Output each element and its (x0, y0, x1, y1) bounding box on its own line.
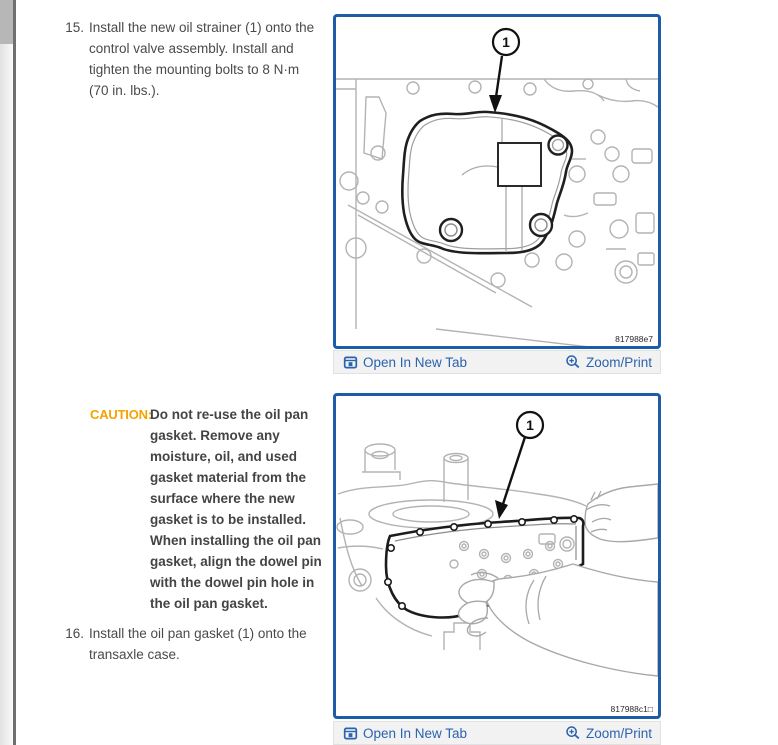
step-number: 16. (65, 626, 84, 641)
zoom-print-label: Zoom/Print (585, 725, 652, 741)
caution-block (90, 404, 330, 614)
step-item-15 (60, 17, 328, 101)
figure-2-toolbar (333, 721, 661, 745)
zoom-print-link[interactable] (565, 354, 652, 370)
panel-divider (13, 0, 16, 745)
figure-id: 817988c1□ (610, 704, 653, 714)
step-text: Install the new oil strainer (1) onto the control valve assembly. Install and tighten the mounting bolts to 8 N·m (70 in. lbs.). (89, 20, 315, 98)
figure-oil-pan-gasket-drawing (336, 396, 658, 716)
open-in-new-tab-link[interactable] (343, 355, 467, 370)
zoom-print-label: Zoom/Print (585, 354, 652, 370)
open-in-new-tab-icon (343, 726, 358, 741)
figure-1-toolbar (333, 350, 661, 374)
scrollbar-thumb[interactable] (0, 0, 13, 44)
figure-oil-strainer (333, 14, 661, 349)
step-text: Install the oil pan gasket (1) onto the transaxle case. (89, 626, 307, 662)
caution-text: Do not re-use the oil pan gasket. Remove any moisture, oil, and used gasket material from the surface where the new gasket is to be installed. When installing the oil pan gasket, align the dowel pin with the dowel pin hole in the oil pan gasket. (150, 407, 322, 611)
open-in-new-tab-label: Open In New Tab (363, 725, 468, 741)
left-forearm (485, 564, 658, 676)
open-in-new-tab-icon (343, 355, 358, 370)
callout-arrow (503, 437, 525, 504)
step-item-16 (60, 623, 328, 665)
figure-oil-strainer-drawing (336, 17, 658, 346)
zoom-icon (565, 354, 581, 370)
right-hand (585, 484, 658, 542)
figure-id: 817988e7 (615, 334, 653, 344)
callout-arrowhead (495, 500, 508, 519)
strainer-boss (549, 136, 568, 155)
scrollbar-track[interactable] (0, 0, 13, 745)
open-in-new-tab-label: Open In New Tab (363, 354, 468, 370)
callout-arrow (496, 56, 502, 97)
zoom-print-link[interactable] (565, 725, 652, 741)
callout-number: 1 (526, 417, 534, 433)
zoom-icon (565, 725, 581, 741)
strainer-screen-opening (498, 143, 541, 186)
step-number: 15. (65, 20, 84, 35)
figure-oil-pan-gasket (333, 393, 661, 719)
caution-label: CAUTION: (90, 407, 152, 422)
open-in-new-tab-link[interactable] (343, 726, 467, 741)
callout-number: 1 (502, 34, 510, 50)
callout-arrowhead (489, 95, 502, 113)
